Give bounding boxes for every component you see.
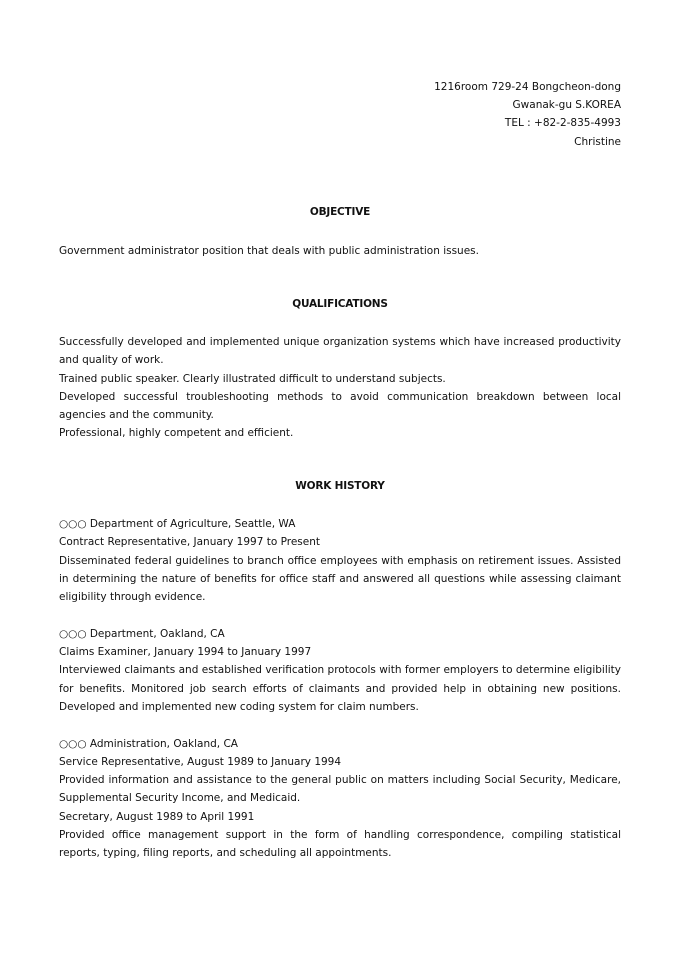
qualifications-section xyxy=(59,333,621,443)
job-title: Contract Representative, January 1997 to Present xyxy=(59,536,320,549)
objective-text: Government administrator position that deals with public administration issues. xyxy=(59,245,479,257)
qualification-item: Successfully developed and implemented unique organization systems which have increased productivity and quality of work. xyxy=(59,336,621,367)
qualification-item: Professional, highly competent and efficient. xyxy=(59,427,294,440)
spacer xyxy=(59,716,621,734)
job-entry xyxy=(59,625,621,716)
job-description: Provided information and assistance to the general public on matters including Social Security, Medicare, Supplemental Security Income, and Medicaid. xyxy=(59,774,621,805)
job-title: Secretary, August 1989 to April 1991 xyxy=(59,810,255,823)
job-description: Disseminated federal guidelines to branch office employees with emphasis on retirement issues. Assisted in determining the nature of benefits for office staff and answered all questions while assessing claimant eligibility through evidence. xyxy=(59,554,621,604)
job-employer: ○○○ Administration, Oakland, CA xyxy=(59,737,238,750)
qualifications-heading: QUALIFICATIONS xyxy=(292,298,388,310)
work-history-heading: WORK HISTORY xyxy=(295,480,385,492)
qualification-item: Trained public speaker. Clearly illustrated difficult to understand subjects. xyxy=(59,372,446,385)
objective-heading: OBJECTIVE xyxy=(309,206,371,218)
job-title: Claims Examiner, January 1994 to January 1997 xyxy=(59,646,312,659)
job-entry xyxy=(59,735,621,863)
job-entry xyxy=(59,515,621,606)
qualification-item: Developed successful troubleshooting methods to avoid communication breakdown between local agencies and the community. xyxy=(59,390,621,422)
contact-address-block xyxy=(434,78,621,151)
objective-section xyxy=(59,242,621,260)
address-line-district: Gwanak-gu S.KOREA xyxy=(512,99,621,112)
job-description: Provided office management support in the form of handling correspondence, compiling statistical reports, typing, filing reports, and scheduling all appointments. xyxy=(59,829,621,860)
job-employer: ○○○ Department, Oakland, CA xyxy=(59,627,225,640)
job-employer: ○○○ Department of Agriculture, Seattle, WA xyxy=(59,518,296,530)
job-description: Interviewed claimants and established verification protocols with former employers to determine eligibility for benefits. Monitored job search efforts of claimants and provided help in obtaining new positions. Developed and implemented new coding system for claim numbers. xyxy=(59,664,621,713)
work-history-section xyxy=(59,515,621,863)
address-line-name: Christine xyxy=(574,135,621,148)
address-line-phone: TEL : +82-2-835-4993 xyxy=(504,117,621,130)
job-title: Service Representative, August 1989 to January 1994 xyxy=(59,755,342,768)
spacer xyxy=(59,606,621,624)
address-line-street: 1216room 729-24 Bongcheon-dong xyxy=(434,81,621,93)
